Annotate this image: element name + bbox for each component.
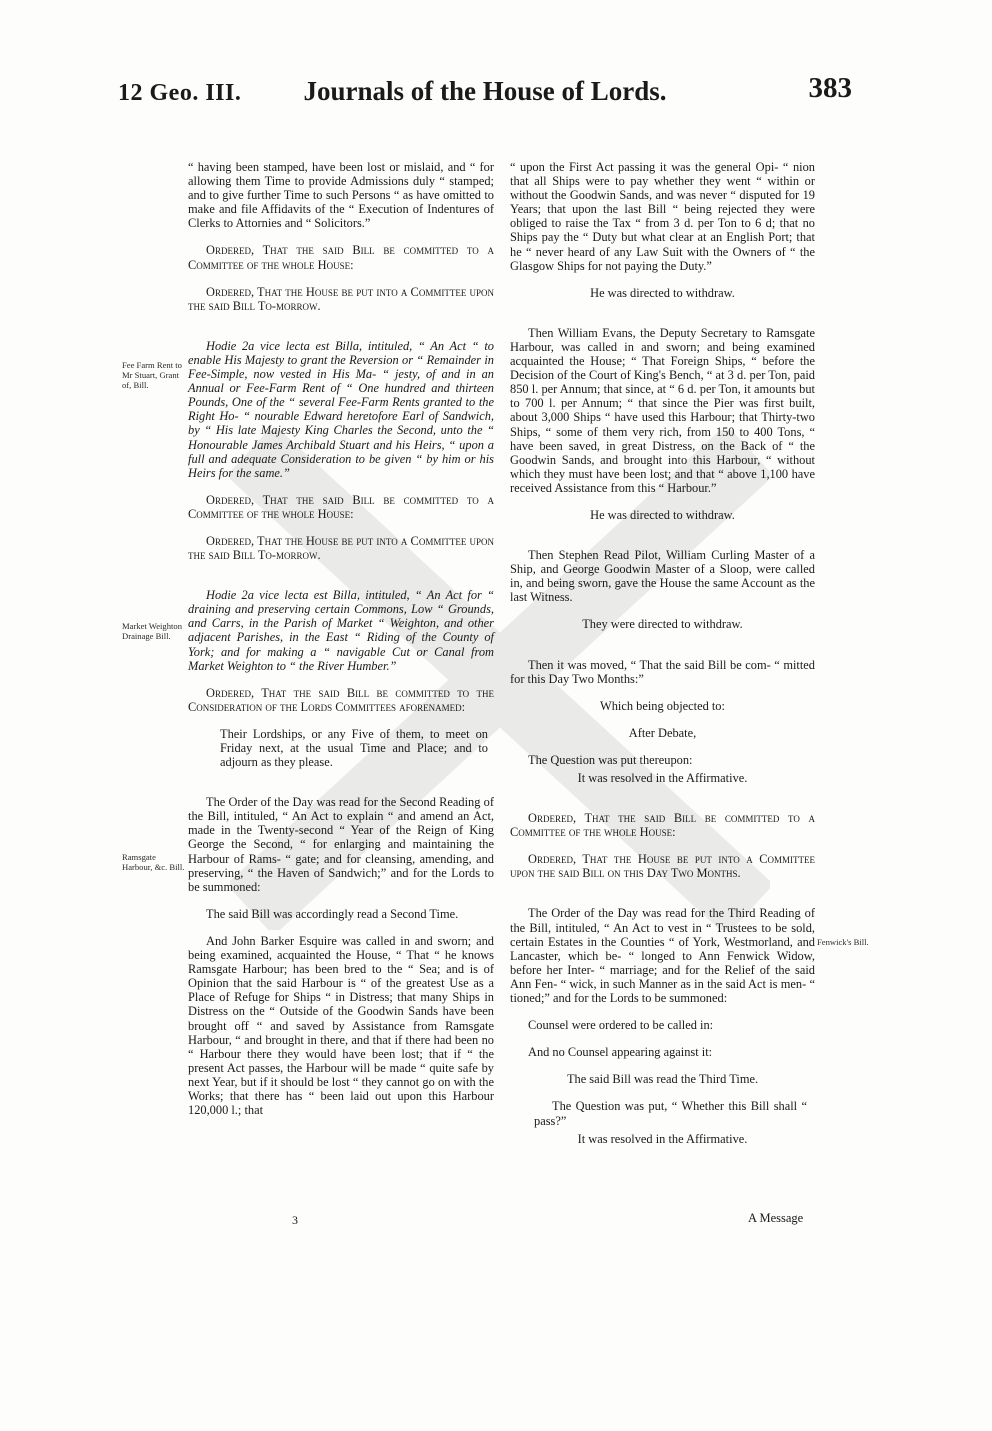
paragraph: The said Bill was read the Third Time.: [566, 1072, 759, 1087]
paragraph: Ordered, That the House be put into a Committee upon the said Bill on this Day Two Months.: [510, 852, 815, 881]
page-header: [118, 72, 852, 132]
paragraph: The Order of the Day was read for the Third Reading of the Bill, intituled, “ An Act to vest in “ Trustees to be sold, certain Estates in the Counties “ of York, Westmorland, and Lancaster, which be- “ longed to Ann Fenwick Widow, before her Inter- “ marriage; and for the Relief of the said Ann Fen- “ wick, in such Manner as in the said Act is men- “ tioned;” and for the Lords to be summoned:: [510, 906, 815, 1006]
paragraph: They were directed to withdraw.: [582, 617, 743, 632]
paragraph: He was directed to withdraw.: [590, 285, 735, 300]
paragraph: Then William Evans, the Deputy Secretary to Ramsgate Harbour, was called in and sworn; and being examined acquainted the House; “ That Foreign Ships, “ before the Decision of the Court of King's Bench, “ at 3 d. per Ton, paid 850 l. per Annum; that since, at “ 6 d. per Ton, it amounts but to 700 l. per Annum; “ that since the Pier was first built, about 3,000 Ships “ have used this Harbour; that Thirty-two Ships, “ some of them very rich, from 150 to 400 Tons, “ have been saved, in great Distress, on the Back of “ the Goodwin Sands, and brought into this Harbour, “ without which they must have been lost; and that “ above 1,100 have received Assistance from this “ Harbour.”: [510, 325, 815, 495]
paragraph: And no Counsel appearing against it:: [528, 1045, 713, 1060]
paragraph: The Question was put, “ Whether this Bill shall “ pass?”: [534, 1099, 807, 1128]
paragraph: After Debate,: [628, 725, 697, 740]
paragraph: Ordered, That the said Bill be committed to the Consideration of the Lords Committees aforenamed:: [188, 685, 494, 714]
paragraph: Ordered, That the said Bill be committed to a Committee of the whole House:: [510, 811, 815, 840]
paragraph: He was directed to withdraw.: [590, 507, 735, 522]
journal-title: Journals of the House of Lords.: [303, 76, 667, 106]
paragraph: Hodie 2a vice lecta est Billa, intituled, “ An Act “ to enable His Majesty to grant the Reversion or “ Remainder in Fee-Simple, now vested in His Ma- “ jesty, of and in an Annual or Fee-Farm Rent of “ One hundred and thirteen Pounds, One of the “ several Fee-Farm Rents granted to the Right Ho- “ nourable Edward heretofore Earl of Sandwich, by “ His late Majesty King Charles the Second, unto the “ Honourable James Archibald Stuart and his Heirs, “ upon a full and adequate Consideration to be given “ by him or his Heirs for the same.”: [188, 338, 494, 480]
signature-mark: 3: [292, 1213, 298, 1227]
margin-note-ramsgate: Ramsgate Harbour, &c. Bill.: [122, 852, 185, 872]
margin-note-market-weighton: Market Weighton Drainage Bill.: [122, 621, 183, 641]
catchword: A Message: [748, 1211, 804, 1225]
margin-note-fenwick: Fenwick's Bill.: [817, 937, 869, 947]
paragraph: Ordered, That the House be put into a Committee upon the said Bill To-morrow.: [188, 284, 494, 313]
regnal-year: 12 Geo. III.: [118, 80, 242, 106]
paragraph: The Order of the Day was read for the Second Reading of the Bill, intituled, “ An Act to explain “ and amend an Act, made in the Twenty-second “ Year of the Reign of King George the Second, “ for enlarging and maintaining the Harbour of Rams- “ gate; and for cleansing, amending, and preserving, “ the Haven of Sandwich;” and for the Lords to be summoned:: [188, 795, 494, 894]
paragraph: Then Stephen Read Pilot, William Curling Master of a Ship, and George Goodwin Master of a Sloop, were called in, and being sworn, gave the House the same Account as the last Witness.: [510, 548, 815, 605]
paragraph: Ordered, That the said Bill be committed to a Committee of the whole House:: [188, 243, 494, 272]
paragraph: Ordered, That the said Bill be committed to a Committee of the whole House:: [188, 492, 494, 521]
paragraph: It was resolved in the Affirmative.: [577, 771, 748, 785]
paragraph: Which being objected to:: [600, 698, 725, 713]
paragraph: The said Bill was accordingly read a Second Time.: [206, 906, 459, 921]
paragraph: “ having been stamped, have been lost or mislaid, and “ for allowing them Time to provide Admissions duly “ stamped; and to give further Time to such Persons “ as have omitted to make and file Affidavits of the “ Execution of Indentures of Clerks to Attornies and “ Solicitors.”: [188, 160, 494, 231]
paragraph: “ upon the First Act passing it was the general Opi- “ nion that all Ships were to pay whether they went “ within or without the Goodwin Sands, and was never “ disputed for 19 Years; that upon the last Bill “ being rejected they were obliged to raise the Tax “ from 3 d. per Ton to 6 d; that no Ships pay the “ Duty but what clear at an English Port; that he “ never heard of any Law Suit with the Owners of “ the Glasgow Ships for not paying the Duty.”: [510, 160, 815, 273]
paragraph: Then it was moved, “ That the said Bill be com- “ mitted for this Day Two Months:”: [510, 657, 815, 686]
paragraph: And John Barker Esquire was called in and sworn; and being examined, acquainted the House, “ That “ he knows Ramsgate Harbour; has been bred to the “ Sea; and is of Opinion that the said Harbour is “ of the greatest Use as a Place of Refuge for Ships “ in Distress; that many Ships in Distress on the “ Outside of the Goodwin Sands have been brought off “ and saved by Assistance from Ramsgate Harbour, “ and brought in there, and that if there had been no “ Harbour there they would have been lost; that if “ the present Act passes, the Harbour will be made “ quite safe by next Year, but if it should be lost “ they cannot go on with the Works; that there has “ been laid out upon this Harbour 120,000 l.; that: [188, 933, 494, 1118]
left-column: [188, 160, 494, 1130]
page-number: 383: [808, 72, 852, 104]
paragraph: Counsel were ordered to be called in:: [528, 1018, 714, 1033]
paragraph: Hodie 2a vice lecta est Billa, intituled, “ An Act for “ draining and preserving certain Commons, Low “ Grounds, and Carrs, in the Parish of Market “ Weighton, and other adjacent Parishes, in the East “ Riding of the County of York; and for making a “ navigable Cut or Canal from Market Weighton to “ the River Humber.”: [188, 588, 494, 673]
paragraph: It was resolved in the Affirmative.: [577, 1131, 748, 1146]
paragraph: Ordered, That the House be put into a Committee upon the said Bill To-morrow.: [188, 533, 494, 563]
margin-note-fee-farm: Fee Farm Rent to Mr Stuart, Grant of, Bill.: [122, 360, 182, 390]
paragraph: The Question was put thereupon:: [528, 752, 693, 767]
paragraph: Their Lordships, or any Five of them, to meet on Friday next, at the usual Time and Place; and to adjourn as they please.: [220, 726, 488, 770]
right-column: [510, 160, 815, 1159]
